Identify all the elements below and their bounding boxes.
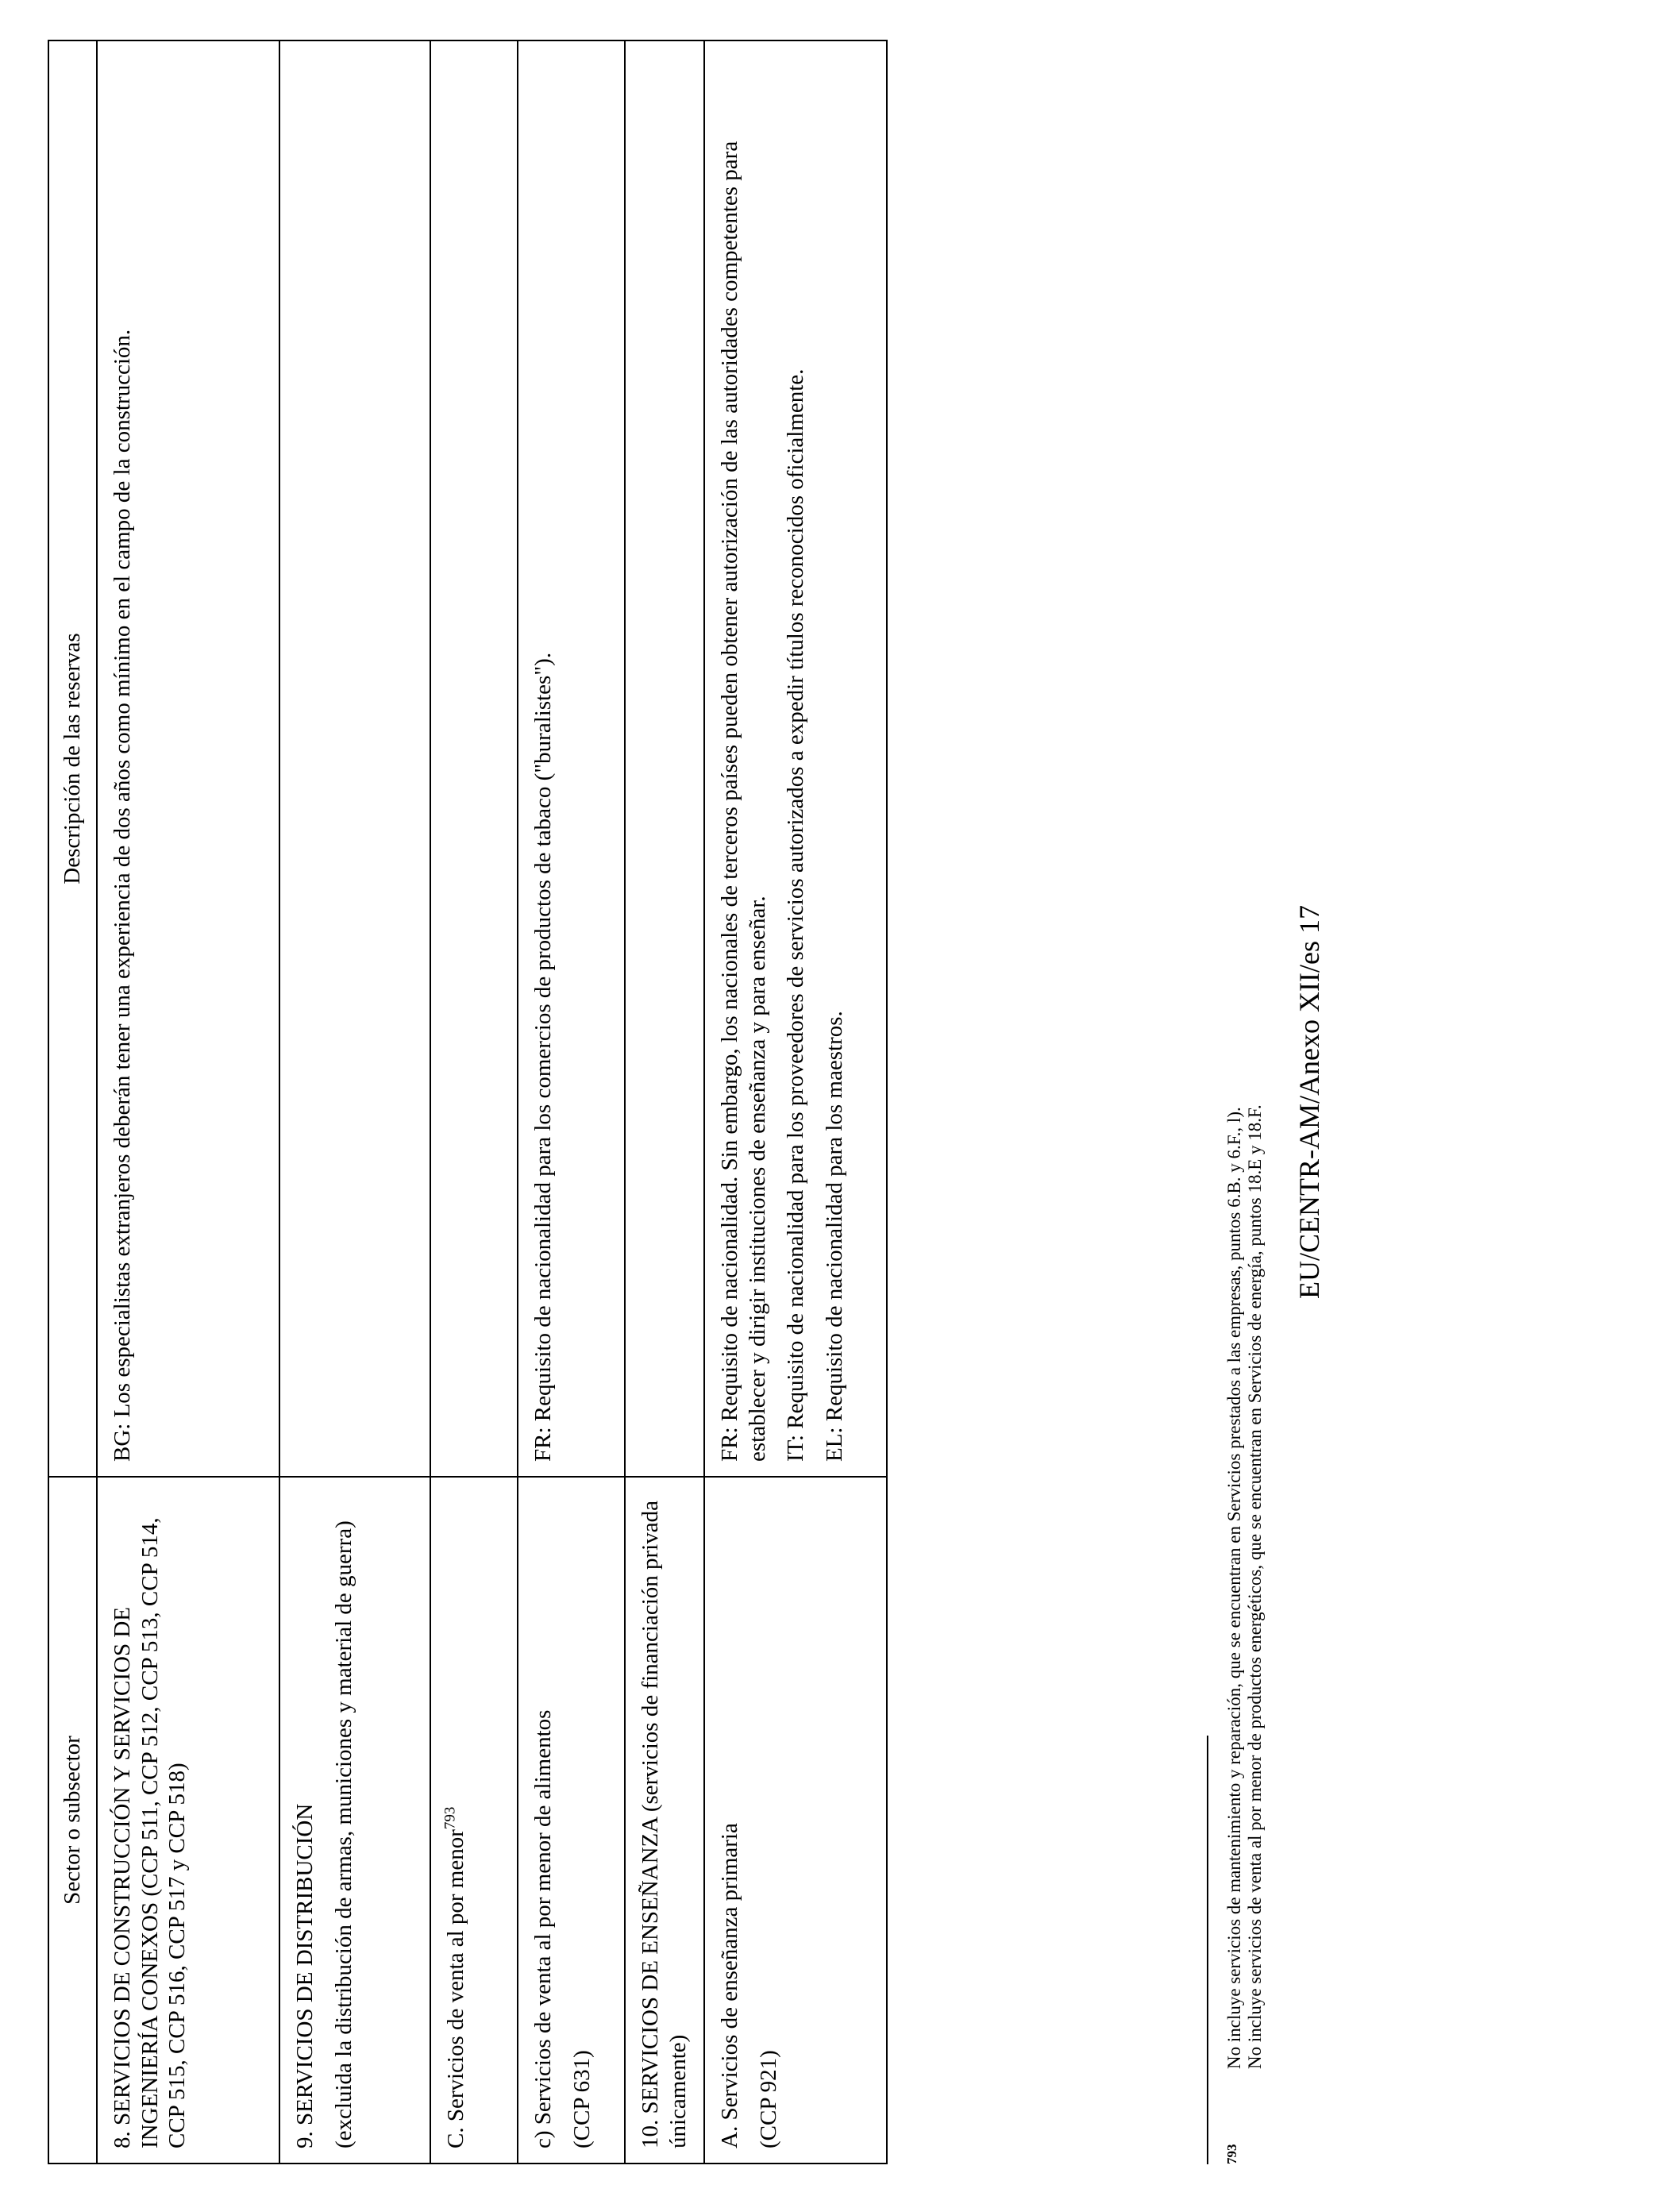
sector-text: 10. SERVICIOS DE ENSEÑANZA (servicios de financiación privada únicamente): [637, 1501, 691, 2148]
footnote: [1224, 100, 1266, 2164]
footnote-lines: [1224, 100, 1266, 2069]
sector-cell: [279, 1477, 430, 2164]
sector-cell: [704, 1477, 887, 2164]
table-row: [518, 40, 625, 2164]
description-cell: [704, 40, 887, 1477]
footnote-line: No incluye servicios de venta al por menor de productos energéticos, que se encuentran en Servicios de energía, puntos 18.E y 18.F.: [1245, 1104, 1266, 2069]
reservations-table: [48, 40, 888, 2164]
description-text: BG: Los especialistas extranjeros deberán tener una experiencia de dos años como mínimo en el campo de la construcción.: [109, 329, 135, 1462]
description-text: IT: Requisito de nacionalidad para los proveedores de servicios autorizados a expedir títulos reconocidos oficialmente.: [783, 368, 809, 1462]
table-row: [97, 40, 279, 2164]
sector-text: (CCP 921): [755, 2050, 781, 2148]
description-text: EL: Requisito de nacionalidad para los maestros.: [822, 1011, 848, 1462]
description-cell: [430, 40, 518, 1477]
sector-text: 8. SERVICIOS DE CONSTRUCCIÓN Y SERVICIOS DE INGENIERÍA CONEXOS (CCP 511, CCP 512, CCP 513, CCP 514, CCP 515, CCP 516, CCP 517 y CCP 518): [109, 1517, 191, 2148]
table-header-row: [48, 40, 97, 2164]
sector-cell: [97, 1477, 279, 2164]
document-reference: EU/CENTR-AM/Anexo XII/es 17: [1293, 905, 1325, 1299]
footnote-separator: [1207, 1736, 1208, 2164]
description-text: FR: Requisito de nacionalidad. Sin embargo, los nacionales de terceros países pueden obtener autorización de las autoridades competentes para establecer y dirigir instituciones de enseñanza y para enseñar.: [716, 141, 770, 1462]
sector-text: 9. SERVICIOS DE DISTRIBUCIÓN: [291, 1803, 318, 2148]
header-description: Descripción de las reservas: [48, 40, 97, 1477]
sector-text: A. Servicios de enseñanza primaria: [716, 1823, 742, 2148]
description-cell: [279, 40, 430, 1477]
table-row: [704, 40, 887, 2164]
sector-text: (CCP 631): [568, 2050, 595, 2148]
sector-text-main: C. Servicios de venta al por menor: [442, 1829, 468, 2148]
footnote-line: No incluye servicios de mantenimiento y reparación, que se encuentran en Servicios prestados a las empresas, puntos 6.B. y 6.F., l).: [1224, 1107, 1244, 2069]
table-row: [279, 40, 430, 2164]
table-row: [430, 40, 518, 2164]
description-cell: [97, 40, 279, 1477]
footnote-ref: 793: [441, 1806, 459, 1830]
sector-text: (excluida la distribución de armas, municiones y material de guerra): [330, 1520, 356, 2148]
sector-cell: [430, 1477, 518, 2164]
description-cell: [518, 40, 625, 1477]
header-sector: Sector o subsector: [48, 1477, 97, 2164]
footnote-number: 793: [1224, 2144, 1239, 2164]
description-cell: [625, 40, 704, 1477]
sector-cell: [518, 1477, 625, 2164]
sector-text: [442, 1492, 470, 2148]
description-text: FR: Requisito de nacionalidad para los comercios de productos de tabaco ("buralistes").: [530, 652, 556, 1462]
sector-cell: [625, 1477, 704, 2164]
sector-text: c) Servicios de venta al por menor de alimentos: [530, 1709, 556, 2148]
table-row: [625, 40, 704, 2164]
